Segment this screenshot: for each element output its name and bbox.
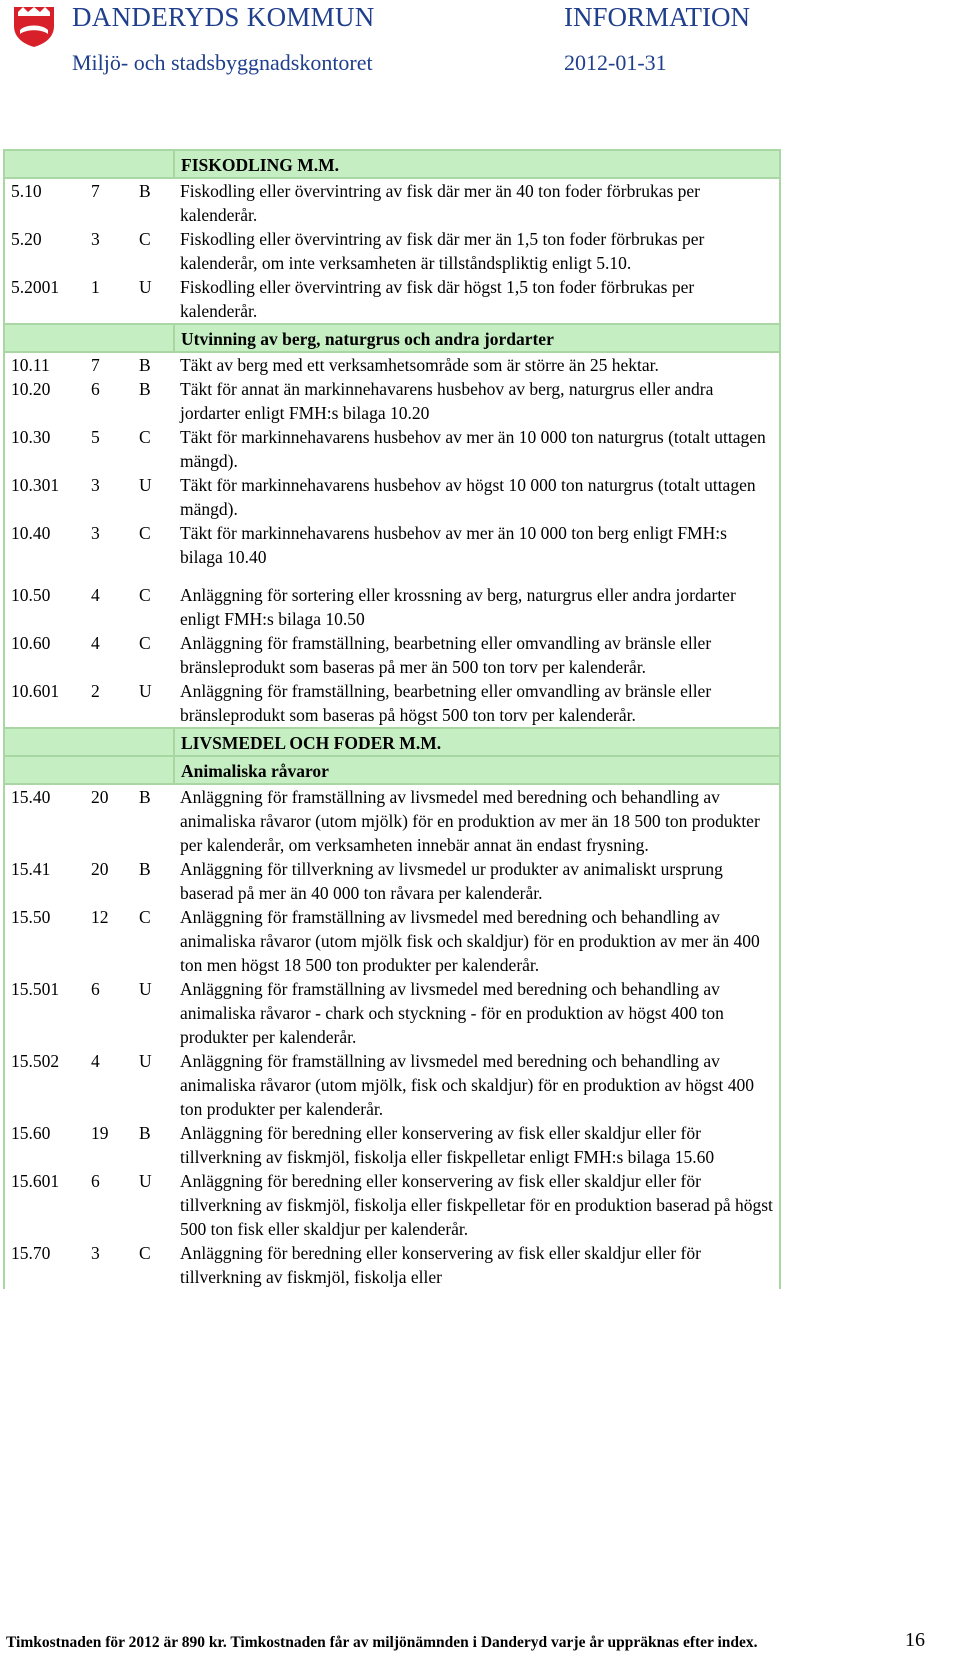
activity-description: Anläggning för framställning av livsmedel med beredning och behandling av animaliska råvaror - chark och styckning - för en produktion av högst 400 ton produkter per kalenderår. — [180, 979, 724, 1047]
section-heading-spacer — [85, 728, 133, 756]
activity-description: Täkt för markinnehavarens husbehov av mer än 10 000 ton berg enligt FMH:s bilaga 10.40 — [180, 523, 727, 567]
table-row — [4, 425, 780, 473]
activity-code: 5.20 — [11, 229, 42, 249]
activity-code: 10.301 — [11, 475, 60, 495]
fee-class: 3 — [91, 229, 100, 249]
section-heading-row — [4, 728, 780, 756]
row-spacer-cell — [85, 569, 133, 583]
fee-class: 3 — [91, 523, 100, 543]
section-heading-spacer — [133, 150, 174, 178]
section-heading: LIVSMEDEL OCH FODER M.M. — [174, 728, 780, 756]
fee-class: 6 — [91, 1171, 100, 1191]
fee-class: 2 — [91, 681, 100, 701]
fee-class: 20 — [91, 787, 109, 807]
section-heading-spacer — [85, 150, 133, 178]
table-row — [4, 377, 780, 425]
activity-code: 15.60 — [11, 1123, 51, 1143]
section-heading-row — [4, 324, 780, 352]
fee-class: 4 — [91, 1051, 100, 1071]
permit-class: B — [139, 379, 151, 399]
activity-code: 15.501 — [11, 979, 60, 999]
fee-class: 3 — [91, 1243, 100, 1263]
table-row — [4, 583, 780, 631]
activity-description: Anläggning för tillverkning av livsmedel ur produkter av animaliskt ursprung baserad på mer än 40 000 ton råvara per kalenderår. — [180, 859, 723, 903]
activity-code: 15.50 — [11, 907, 51, 927]
activity-code: 10.60 — [11, 633, 51, 653]
page-footer — [0, 1631, 960, 1655]
table-row — [4, 521, 780, 569]
activity-code: 15.70 — [11, 1243, 51, 1263]
fee-class: 19 — [91, 1123, 109, 1143]
section-heading-row — [4, 150, 780, 178]
permit-class: U — [139, 979, 152, 999]
table-row — [4, 178, 780, 227]
section-heading: FISKODLING M.M. — [174, 150, 780, 178]
permit-class: B — [139, 859, 151, 879]
activity-code: 15.41 — [11, 859, 51, 879]
table-row — [4, 905, 780, 977]
fee-class: 4 — [91, 585, 100, 605]
activity-code: 10.20 — [11, 379, 51, 399]
row-spacer — [4, 569, 780, 583]
activity-table — [3, 149, 781, 1289]
activity-description: Anläggning för framställning av livsmedel med beredning och behandling av animaliska råvaror (utom mjölk) för en produktion av mer än 18 500 ton produkter per kalenderår, om verksamheten innebär annat än endast frysning. — [180, 787, 760, 855]
activity-code: 10.40 — [11, 523, 51, 543]
section-subheading-spacer — [133, 756, 174, 784]
section-heading-spacer — [133, 728, 174, 756]
fee-class: 12 — [91, 907, 109, 927]
fee-class: 7 — [91, 355, 100, 375]
activity-description: Anläggning för beredning eller konservering av fisk eller skaldjur eller för tillverkning av fiskmjöl, fiskolja eller fiskpelletar enligt FMH:s bilaga 15.60 — [180, 1123, 715, 1167]
fee-class: 20 — [91, 859, 109, 879]
section-heading-spacer — [85, 324, 133, 352]
activity-description: Fiskodling eller övervintring av fisk där mer än 40 ton foder förbrukas per kalenderår. — [180, 181, 701, 225]
fee-class: 6 — [91, 979, 100, 999]
activity-description: Anläggning för sortering eller krossning av berg, naturgrus eller andra jordarter enligt FMH:s bilaga 10.50 — [180, 585, 736, 629]
activity-description: Täkt för annat än markinnehavarens husbehov av berg, naturgrus eller andra jordarter enligt FMH:s bilaga 10.20 — [180, 379, 714, 423]
activity-code: 5.2001 — [11, 277, 60, 297]
municipality-crest-icon — [12, 4, 56, 48]
permit-class: U — [139, 1171, 152, 1191]
page-number: 16 — [905, 1629, 925, 1651]
activity-code: 15.601 — [11, 1171, 60, 1191]
table-row — [4, 473, 780, 521]
table-row — [4, 227, 780, 275]
page-header — [0, 0, 960, 90]
row-spacer-cell — [4, 569, 85, 583]
row-spacer-cell — [133, 569, 174, 583]
activity-code: 15.40 — [11, 787, 51, 807]
section-subheading-spacer — [85, 756, 133, 784]
table-row — [4, 275, 780, 324]
section-heading: Utvinning av berg, naturgrus och andra jordarter — [174, 324, 780, 352]
row-spacer-cell — [174, 569, 780, 583]
table-row — [4, 857, 780, 905]
permit-class: B — [139, 181, 151, 201]
fee-class: 4 — [91, 633, 100, 653]
permit-class: B — [139, 787, 151, 807]
document-type: INFORMATION — [564, 2, 751, 32]
permit-class: C — [139, 907, 151, 927]
org-name: DANDERYDS KOMMUN — [72, 2, 375, 32]
permit-class: C — [139, 427, 151, 447]
table-row — [4, 977, 780, 1049]
fee-class: 7 — [91, 181, 100, 201]
permit-class: B — [139, 355, 151, 375]
table-row — [4, 631, 780, 679]
section-heading-spacer — [133, 324, 174, 352]
permit-class: U — [139, 475, 152, 495]
section-subheading-spacer — [4, 756, 85, 784]
table-row — [4, 1169, 780, 1241]
fee-class: 3 — [91, 475, 100, 495]
table-row — [4, 679, 780, 728]
table-row — [4, 784, 780, 857]
permit-class: U — [139, 1051, 152, 1071]
footer-note: Timkostnaden för 2012 är 890 kr. Timkostnaden får av miljönämnden i Danderyd varje år uppräknas efter index. — [6, 1634, 758, 1651]
section-subheading-row — [4, 756, 780, 784]
activity-description: Täkt av berg med ett verksamhetsområde som är större än 25 hektar. — [180, 355, 659, 375]
table-row — [4, 1121, 780, 1169]
section-heading-spacer — [4, 324, 85, 352]
permit-class: C — [139, 585, 151, 605]
fee-class: 5 — [91, 427, 100, 447]
document-date: 2012-01-31 — [564, 50, 667, 75]
activity-code: 10.30 — [11, 427, 51, 447]
section-subheading: Animaliska råvaror — [174, 756, 780, 784]
permit-class: C — [139, 633, 151, 653]
activity-description: Anläggning för framställning, bearbetning eller omvandling av bränsle eller bränsleprodukt som baseras på mer än 500 ton torv per kalenderår. — [180, 633, 712, 677]
activity-code: 10.50 — [11, 585, 51, 605]
department-name: Miljö- och stadsbyggnadskontoret — [72, 50, 373, 75]
activity-description: Anläggning för framställning, bearbetning eller omvandling av bränsle eller bränsleprodukt som baseras på högst 500 ton torv per kalenderår. — [180, 681, 712, 725]
activity-code: 10.601 — [11, 681, 60, 701]
fee-class: 6 — [91, 379, 100, 399]
permit-class: C — [139, 523, 151, 543]
activity-code: 10.11 — [11, 355, 50, 375]
activity-description: Täkt för markinnehavarens husbehov av högst 10 000 ton naturgrus (totalt uttagen mängd). — [180, 475, 756, 519]
activity-description: Fiskodling eller övervintring av fisk där mer än 1,5 ton foder förbrukas per kalenderår, om inte verksamheten är tillståndspliktig enligt 5.10. — [180, 229, 705, 273]
permit-class: C — [139, 1243, 151, 1263]
activity-description: Täkt för markinnehavarens husbehov av mer än 10 000 ton naturgrus (totalt uttagen mängd). — [180, 427, 766, 471]
activity-description: Anläggning för beredning eller konservering av fisk eller skaldjur eller för tillverkning av fiskmjöl, fiskolja eller fiskpelletar för en produktion baserad på högst 500 ton fisk eller skaldjur per kalenderår. — [180, 1171, 773, 1239]
fee-class: 1 — [91, 277, 100, 297]
activity-code: 5.10 — [11, 181, 42, 201]
section-heading-spacer — [4, 150, 85, 178]
permit-class: U — [139, 277, 152, 297]
activity-description: Fiskodling eller övervintring av fisk där högst 1,5 ton foder förbrukas per kalenderår. — [180, 277, 695, 321]
table-row — [4, 1241, 780, 1289]
activity-code: 15.502 — [11, 1051, 60, 1071]
permit-class: U — [139, 681, 152, 701]
section-heading-spacer — [4, 728, 85, 756]
activity-description: Anläggning för framställning av livsmedel med beredning och behandling av animaliska råvaror (utom mjölk fisk och skaldjur) för en produktion av mer än 400 ton men högst 18 500 ton produkter per kalenderår. — [180, 907, 760, 975]
table-row — [4, 1049, 780, 1121]
permit-class: C — [139, 229, 151, 249]
permit-class: B — [139, 1123, 151, 1143]
table-row — [4, 352, 780, 377]
activity-description: Anläggning för framställning av livsmedel med beredning och behandling av animaliska råvaror (utom mjölk, fisk och skaldjur) för en produktion av högst 400 ton produkter per kalenderår. — [180, 1051, 754, 1119]
activity-description: Anläggning för beredning eller konservering av fisk eller skaldjur eller för tillverkning av fiskmjöl, fiskolja eller — [180, 1243, 701, 1287]
